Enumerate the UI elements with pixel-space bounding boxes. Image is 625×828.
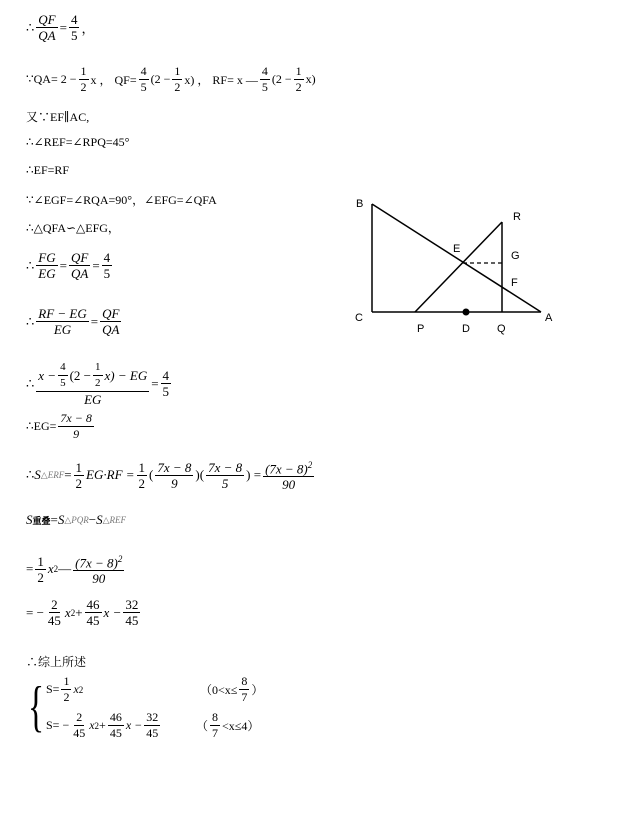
fraction-den: 90: [282, 477, 296, 493]
fraction-num: 1: [93, 360, 103, 376]
fraction-den: 9: [171, 475, 178, 491]
variable: x: [47, 561, 54, 577]
fraction-num: (7x − 8): [265, 461, 308, 477]
ef-parallel-ac: [26, 108, 89, 125]
fraction-den: 2: [95, 377, 101, 389]
text-segment: ) =: [246, 467, 262, 483]
text-segment: x) − EG: [104, 367, 148, 383]
fraction-den: 5: [103, 266, 111, 281]
complex-numerator: [36, 360, 149, 392]
text-segment: ∵QA= 2 −: [26, 72, 77, 86]
case-two-range: [196, 710, 259, 741]
fraction-num: (7x − 8): [75, 555, 118, 571]
superscript: 2: [94, 720, 100, 731]
fraction-num: FG: [38, 250, 56, 265]
curly-brace: {: [28, 676, 45, 738]
subscript: △REF: [102, 514, 127, 525]
label-q: Q: [497, 323, 506, 335]
fraction-den: 45: [73, 726, 86, 740]
fraction-den: 2: [174, 80, 181, 94]
subscript: △PQR: [64, 514, 89, 525]
text-segment: (2 −: [271, 72, 292, 86]
overlap-area-def: [26, 512, 126, 528]
label-g: G: [511, 250, 520, 262]
therefore-symbol: ∴: [26, 313, 35, 329]
fraction-num: QF: [38, 12, 56, 27]
fraction-num: 8: [241, 674, 248, 688]
text-segment: ∴∠REF=∠RPQ=45°: [26, 135, 130, 149]
fraction-num: 4: [70, 12, 78, 27]
fraction-den: 7: [212, 726, 219, 740]
angle-ref-45: [26, 135, 129, 150]
area-symbol: S: [96, 512, 103, 527]
label-r: R: [513, 211, 521, 223]
therefore-symbol: ∴: [26, 467, 35, 483]
superscript: 2: [117, 554, 123, 564]
superscript: 2: [78, 684, 84, 695]
geometry-figure: [350, 195, 565, 345]
fraction-num: 1: [37, 553, 44, 569]
fraction-den: EG: [53, 322, 72, 337]
fraction-den: QA: [70, 266, 89, 281]
text-segment: (: [149, 467, 154, 483]
fraction-den: 45: [86, 613, 100, 628]
ratio-fg-eg: [26, 250, 114, 281]
text-segment: （0<x≤: [200, 683, 238, 697]
label-c: C: [355, 312, 363, 324]
fraction-num: 1: [80, 64, 87, 78]
label-e: E: [453, 243, 461, 255]
text-segment: )(: [195, 467, 205, 483]
equals: =: [64, 467, 72, 483]
fraction-num: QF: [70, 250, 89, 265]
equals: =: [59, 19, 67, 35]
text-segment: ∴EF=RF: [26, 163, 70, 177]
case-one-range: [200, 674, 263, 705]
text-segment: <x≤4）: [222, 719, 260, 733]
area-erf: [26, 458, 316, 492]
case-one: [46, 674, 83, 705]
variable: x: [89, 718, 95, 732]
equals: =: [90, 313, 99, 329]
fraction-num: 2: [51, 597, 58, 612]
fraction-den: 5: [70, 28, 78, 43]
text-segment: (2 −: [69, 367, 91, 383]
fraction-num: 4: [140, 64, 147, 78]
fraction-den: 5: [140, 80, 147, 94]
fraction-den: 5: [60, 377, 66, 389]
label-p: P: [417, 323, 425, 335]
fraction-den: 2: [75, 475, 83, 491]
therefore-symbol: ∴: [26, 19, 35, 35]
fraction-num: 46: [109, 710, 122, 724]
fraction-den: 45: [47, 613, 61, 628]
fraction-num: 7x − 8: [157, 459, 192, 475]
plus: +: [99, 718, 106, 732]
equals: =: [59, 257, 67, 273]
equals: =: [50, 512, 58, 527]
ratio-rf-eg: [26, 306, 123, 337]
fraction-den: QA: [38, 28, 56, 43]
text-segment: 又∵EF∥AC,: [26, 110, 90, 124]
area-symbol: S: [34, 467, 41, 483]
similar-triangles: [26, 219, 120, 236]
text-segment: S=: [46, 682, 60, 696]
qa-qf-rf-expressions: [26, 64, 316, 95]
fraction-den: 2: [37, 569, 44, 585]
therefore-symbol: ∴: [26, 257, 35, 273]
text-segment: ∴综上所述: [26, 655, 87, 669]
equals: =: [26, 561, 34, 577]
superscript: 2: [307, 460, 313, 470]
fraction-num: RF − EG: [38, 306, 87, 321]
plus: +: [75, 604, 83, 620]
fraction-num: 1: [75, 459, 83, 475]
fraction-den: 2: [63, 690, 70, 704]
equals: =: [151, 375, 159, 391]
summary-heading: [26, 653, 86, 670]
fraction-num: 1: [63, 674, 70, 688]
label-b: B: [356, 198, 364, 210]
minus: —: [58, 561, 72, 577]
text-segment: x): [305, 72, 316, 86]
segment-pr: [415, 222, 502, 312]
ef-equals-rf: [26, 163, 69, 178]
fraction-den: 2: [295, 80, 302, 94]
fraction-num: 4: [58, 360, 68, 376]
fraction-den: 2: [80, 80, 87, 94]
text-segment: x) ， RF= x —: [184, 73, 258, 87]
fraction-num: 4: [261, 64, 268, 78]
text-segment: ∴△QFA∽△EFG，: [26, 221, 120, 235]
overlap-area-expr: [26, 552, 126, 586]
text-segment: = −: [26, 604, 44, 620]
fraction-num: 2: [76, 710, 83, 724]
text-segment: S= −: [46, 718, 70, 732]
variable: x: [73, 682, 79, 696]
text-segment: EG·RF =: [86, 467, 135, 483]
fraction-num: 1: [174, 64, 181, 78]
fraction-den: 45: [125, 613, 139, 628]
point-d: [463, 309, 470, 316]
minus: −: [88, 512, 97, 527]
fraction-num: QF: [102, 306, 120, 321]
fraction-den: EG: [38, 266, 56, 281]
variable: x: [64, 604, 71, 620]
fraction-den: 5: [162, 384, 170, 399]
fraction-den: 5: [221, 475, 229, 491]
equals: =: [92, 257, 100, 273]
label-a: A: [545, 312, 553, 324]
area-symbol: S: [57, 512, 65, 527]
subscript: △ERF: [40, 469, 65, 480]
complex-ratio: [26, 360, 173, 407]
text-segment: (2 −: [150, 72, 171, 86]
fraction-den: QA: [102, 322, 120, 337]
area-symbol: S: [26, 512, 33, 527]
fraction-num: 7x − 8: [60, 411, 92, 425]
fraction-num: 7x − 8: [208, 459, 243, 475]
fraction-den: EG: [84, 392, 102, 407]
ratio-qf-qa: [26, 12, 94, 43]
angles-equal: [26, 191, 217, 208]
text-segment: x −: [125, 718, 143, 732]
fraction-num: 8: [212, 710, 219, 724]
fraction-den: 5: [261, 80, 268, 94]
text-segment: ∵∠EGF=∠RQA=90°，∠EFG=∠QFA: [26, 193, 217, 207]
therefore-symbol: ∴: [26, 375, 35, 391]
label-f: F: [511, 277, 518, 289]
text-segment: x −: [38, 367, 57, 383]
comma: ，: [81, 21, 95, 36]
label-d: D: [462, 323, 470, 335]
text-segment: ）: [251, 683, 264, 697]
overlap-area-simplified: [26, 597, 142, 628]
superscript: 2: [53, 564, 59, 575]
fraction-den: 45: [109, 726, 122, 740]
fraction-num: 1: [295, 64, 302, 78]
fraction-num: 46: [86, 597, 100, 612]
subscript: 重叠: [32, 515, 51, 526]
fraction-den: 45: [146, 726, 159, 740]
superscript: 2: [70, 607, 76, 618]
fraction-den: 90: [92, 571, 106, 587]
fraction-num: 32: [146, 710, 159, 724]
case-two: [46, 710, 162, 741]
fraction-num: 32: [125, 597, 139, 612]
fraction-num: 4: [162, 368, 170, 383]
eg-value: [26, 411, 96, 442]
fraction-den: 2: [138, 475, 146, 491]
fraction-den: 9: [73, 427, 80, 441]
fraction-num: 1: [138, 459, 146, 475]
text-segment: x −: [103, 604, 122, 620]
fraction-num: 4: [103, 250, 111, 265]
text-segment: x ， QF=: [90, 73, 137, 87]
text-segment: （: [196, 719, 209, 733]
text-segment: ∴EG=: [26, 419, 57, 433]
fraction-den: 7: [241, 690, 248, 704]
